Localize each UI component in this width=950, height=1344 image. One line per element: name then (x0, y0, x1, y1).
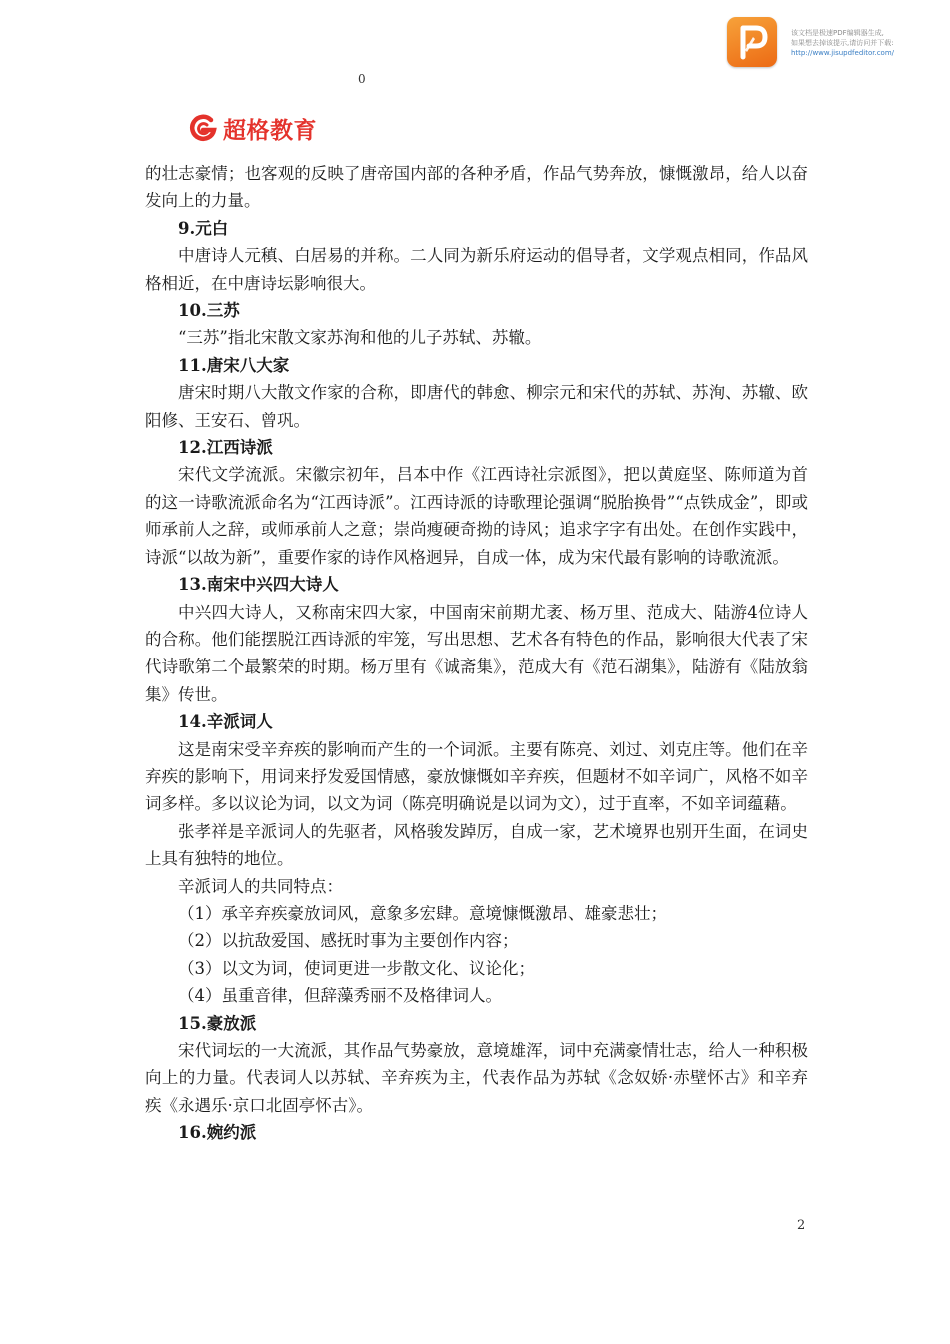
paragraph: 宋代词坛的一大流派，其作品气势豪放，意境雄浑，词中充满豪情壮志，给人一种积极向上的力量。代表词人以苏轼、辛弃疾为主，代表作品为苏轼《念奴娇·赤壁怀古》和辛弃疾《永遇乐·京口北固亭怀古》。 (145, 1041, 808, 1115)
header-page-marker: 0 (358, 72, 366, 86)
page-number: 2 (797, 1218, 806, 1233)
pdf-editor-p-icon (727, 17, 777, 67)
section-heading: 16.婉约派 (178, 1123, 257, 1143)
paragraph: 宋代文学流派。宋徽宗初年，吕本中作《江西诗社宗派图》，把以黄庭坚、陈师道为首的这一诗歌流派命名为“江西诗派”。江西诗派的诗歌理论强调“脱胎换骨”“点铁成金”，即或师承前人之辞，或师承前人之意；崇尚瘦硬奇拗的诗风；追求字字有出处。在创作实践中，诗派“以故为新”，重要作家的诗作风格迥异，自成一体，成为宋代最有影响的诗歌流派。 (145, 465, 808, 567)
watermark-note (791, 28, 941, 58)
section-heading: 9.元白 (178, 218, 229, 238)
list-item: 辛派词人的共同特点： (178, 876, 343, 896)
section-heading: 12.江西诗派 (178, 438, 273, 458)
list-item: （3）以文为词，使词更进一步散文化、议论化； (178, 958, 535, 978)
watermark-line-2: 如果想去掉该提示,请访问并下载: (791, 39, 894, 47)
list-item: （2）以抗敌爱国、感抚时事为主要创作内容； (178, 931, 519, 951)
section-heading: 13.南宋中兴四大诗人 (178, 575, 339, 595)
section-heading: 10.三苏 (178, 301, 240, 321)
paragraph: “三苏”指北宋散文家苏洵和他的儿子苏轼、苏辙。 (178, 328, 542, 348)
section-heading: 15.豪放派 (178, 1013, 257, 1033)
brand-logo (187, 111, 317, 145)
document-body (145, 160, 808, 1147)
section-heading: 11.唐宋八大家 (178, 355, 290, 375)
brand-name: 超格教育 (223, 117, 317, 144)
paragraph: 中唐诗人元稹、白居易的并称。二人同为新乐府运动的倡导者，文学观点相同，作品风格相近，在中唐诗坛影响很大。 (145, 246, 808, 293)
paragraph: 唐宋时期八大散文作家的合称，即唐代的韩愈、柳宗元和宋代的苏轼、苏洵、苏辙、欧阳修、王安石、曾巩。 (145, 383, 808, 430)
paragraph: 的壮志豪情；也客观的反映了唐帝国内部的各种矛盾，作品气势奔放，慷慨激昂，给人以奋发向上的力量。 (145, 164, 808, 211)
paragraph: 张孝祥是辛派词人的先驱者，风格骏发踔厉，自成一家，艺术境界也别开生面，在词史上具有独特的地位。 (145, 821, 808, 869)
paragraph: 这是南宋受辛弃疾的影响而产生的一个词派。主要有陈亮、刘过、刘克庄等。他们在辛弃疾的影响下，用词来抒发爱国情感，豪放慷慨如辛弃疾，但题材不如辛词广，风格不如辛词多样。多以议论为词，以文为词（陈亮明确说是以词为文），过于直率，不如辛词蕴藉。 (145, 739, 808, 814)
watermark-url: http://www.jisupdfeditor.com/ (791, 49, 895, 57)
section-heading: 14.辛派词人 (178, 712, 273, 732)
paragraph: 中兴四大诗人，又称南宋四大家，中国南宋前期尤袤、杨万里、范成大、陆游4位诗人的合称。他们能摆脱江西诗派的牢笼，写出思想、艺术各有特色的作品，影响很大代表了宋代诗歌第二个最繁荣的时期。杨万里有《诚斋集》，范成大有《范石湖集》，陆游有《陆放翁集》传世。 (145, 602, 808, 704)
list-item: （4）虽重音律，但辞藻秀丽不及格律词人。 (178, 986, 502, 1006)
chaoge-g-logo-icon (187, 112, 219, 144)
list-item: （1）承辛弃疾豪放词风，意象多宏肆。意境慷慨激昂、雄豪悲壮； (178, 903, 667, 923)
watermark-line-1: 该文档是极速PDF编辑器生成, (791, 29, 884, 37)
